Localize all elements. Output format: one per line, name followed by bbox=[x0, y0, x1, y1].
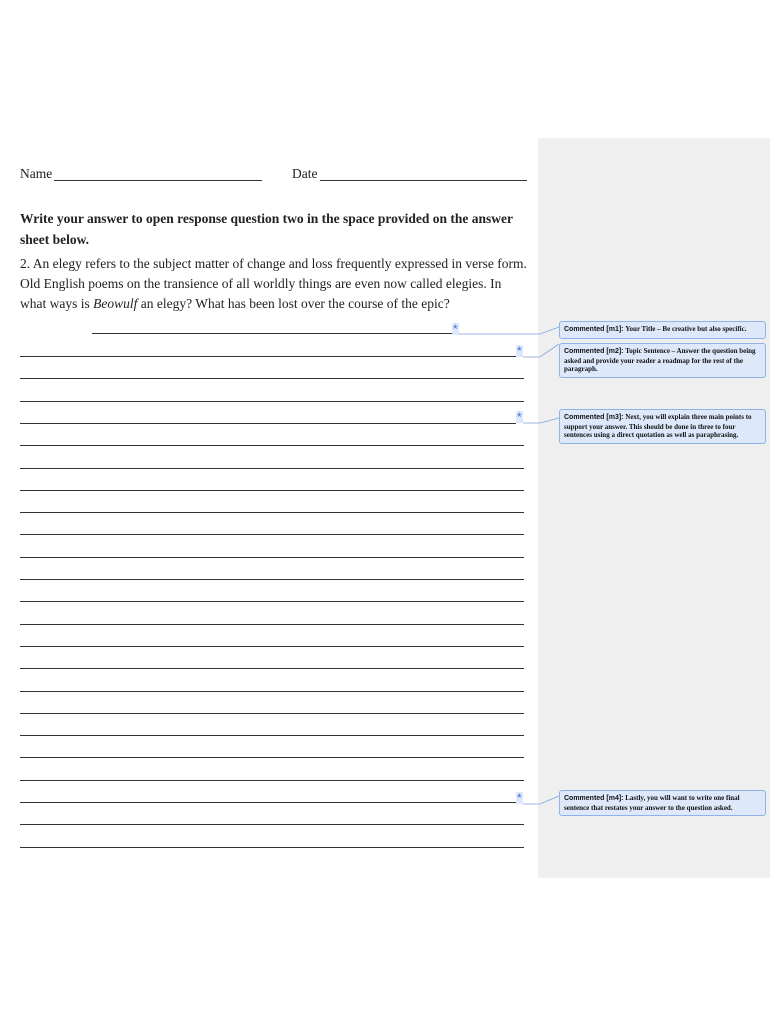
comment-anchor-m2[interactable]: * bbox=[517, 344, 522, 358]
comment-m3[interactable] bbox=[559, 409, 766, 444]
comment-m1-text: Your Title – Be creative but also specific. bbox=[625, 325, 747, 333]
name-label: Name bbox=[20, 166, 53, 181]
comment-m3-text: Next, you will explain three main points to support your answer. This should be done in three to four sentences using a direct quotation as well as paraphrasing. bbox=[564, 413, 752, 439]
question-line-2: Old English poems on the transience of all worldly things are even now called elegies. In bbox=[20, 276, 502, 291]
question-line-3-prefix: what ways is bbox=[20, 296, 94, 311]
comment-m4[interactable] bbox=[559, 790, 766, 816]
comment-m1-author: Commented [m1]: bbox=[564, 326, 624, 333]
comment-m1[interactable] bbox=[559, 321, 766, 339]
question-line-3-suffix: an elegy? What has been lost over the course of the epic? bbox=[137, 296, 450, 311]
comment-m4-text: Lastly, you will want to write one final sentence that restates your answer to the question asked. bbox=[564, 794, 740, 812]
comment-anchor-m1[interactable]: * bbox=[453, 322, 458, 336]
comment-m2[interactable] bbox=[559, 343, 766, 378]
comment-m2-author: Commented [m2]: bbox=[564, 348, 624, 355]
date-label: Date bbox=[292, 166, 318, 181]
comment-anchor-m4[interactable]: * bbox=[517, 791, 522, 805]
question-line-1: 2. An elegy refers to the subject matter of change and loss frequently expressed in verse form. bbox=[20, 256, 527, 271]
comment-m4-author: Commented [m4]: bbox=[564, 795, 624, 802]
comment-m3-author: Commented [m3]: bbox=[564, 414, 624, 421]
instructions-text: Write your answer to open response question two in the space provided on the answer sheet below. bbox=[20, 211, 513, 247]
question-title-italic: Beowulf bbox=[93, 296, 138, 311]
comment-anchor-m3[interactable]: * bbox=[517, 410, 522, 424]
comment-m2-text: Topic Sentence – Answer the question being asked and provide your reader a roadmap for the rest of the paragraph. bbox=[564, 347, 756, 373]
